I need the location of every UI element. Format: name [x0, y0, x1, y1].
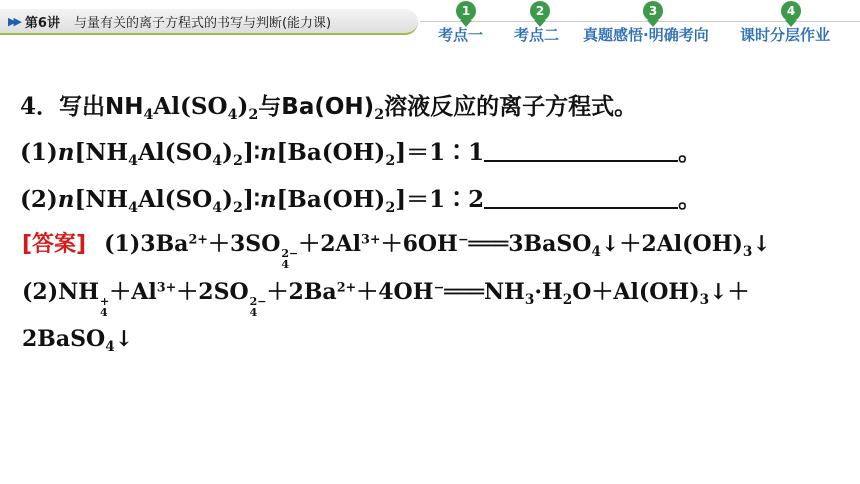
answer-part-1-label: (1): [104, 231, 141, 257]
part-2-blank: [484, 189, 678, 209]
part-1-line: $(1)n[NH_4Al(SO_4)_2]∶n[Ba(OH)_2]=1∶1$ 。: [20, 139, 702, 169]
part-2-end: 。: [678, 187, 702, 213]
part-2-ratio: ＝1∶2: [406, 186, 485, 213]
answer-continuation: 2BaSO: [22, 326, 106, 352]
question-line: 4．写出$NH_4Al(SO_4)_2$与$Ba(OH)_2$溶液反应的离子方程式。: [20, 93, 638, 123]
lesson-title: 与量有关的离子方程式的书写与判断(能力课): [73, 15, 332, 31]
subscript: 4: [143, 106, 154, 123]
lesson-number: 第6讲: [24, 15, 60, 31]
top-bar: [0, 0, 860, 46]
subscript: 4: [227, 106, 238, 123]
part-2-label: (2): [20, 186, 58, 213]
nav-number-4: 4: [781, 1, 801, 21]
answer-line-1: [答案] $(1)3Ba^{2+}+3SO$ 2− 4 $+2Al^{3+}+6OH^-═══3BaSO_4↓+2Al(OH)_3↓$: [22, 231, 771, 272]
lesson-banner: [0, 9, 418, 35]
nav-number-3: 3: [643, 1, 663, 21]
answer-line-2: (2)NH + 4 $+Al^{3+}+2SO$ 2− 4 $+2Ba^{2+}+4OH^-═══NH_3\cdot H_2O+Al(OH)_3↓+$: [22, 279, 750, 320]
nav-tab-1[interactable]: [438, 0, 508, 46]
part-1-label: (1): [20, 139, 58, 166]
nav-label-1: 考点一: [438, 26, 484, 44]
part-1-end: 。: [678, 140, 702, 166]
nav-number-2: 2: [530, 1, 550, 21]
answer-part-2-label: (2): [22, 279, 59, 305]
nav-tab-4[interactable]: [740, 0, 850, 46]
answer-line-3: 2BaSO$_4$↓: [22, 326, 134, 355]
play-arrows-icon: ▶▶: [8, 14, 19, 28]
question-mid: 与Ba(OH): [258, 94, 375, 120]
question-suffix: 溶液反应的离子方程式。: [384, 94, 638, 120]
subscript: 2: [248, 106, 259, 123]
part-1-ratio: ＝1∶1: [406, 139, 485, 166]
part-2-line: $(2)n[NH_4Al(SO_4)_2]∶n[Ba(OH)_2]=1∶2$ 。: [20, 186, 702, 216]
subscript: 2: [374, 106, 385, 123]
part-1-blank: [484, 142, 678, 162]
nav-label-3: 真题感悟·明确考向: [583, 26, 709, 44]
nav-number-1: 1: [456, 1, 476, 21]
question-number: 4．: [20, 93, 60, 120]
nav-label-2: 考点二: [514, 26, 560, 44]
question-prefix: 写出NH: [59, 94, 144, 120]
answer-tag: [答案]: [22, 232, 87, 257]
formula-part: Al(SO: [153, 93, 228, 120]
nav-tab-3[interactable]: [583, 0, 733, 46]
nav-label-4: 课时分层作业: [740, 26, 831, 44]
nav-tab-2[interactable]: [514, 0, 584, 46]
